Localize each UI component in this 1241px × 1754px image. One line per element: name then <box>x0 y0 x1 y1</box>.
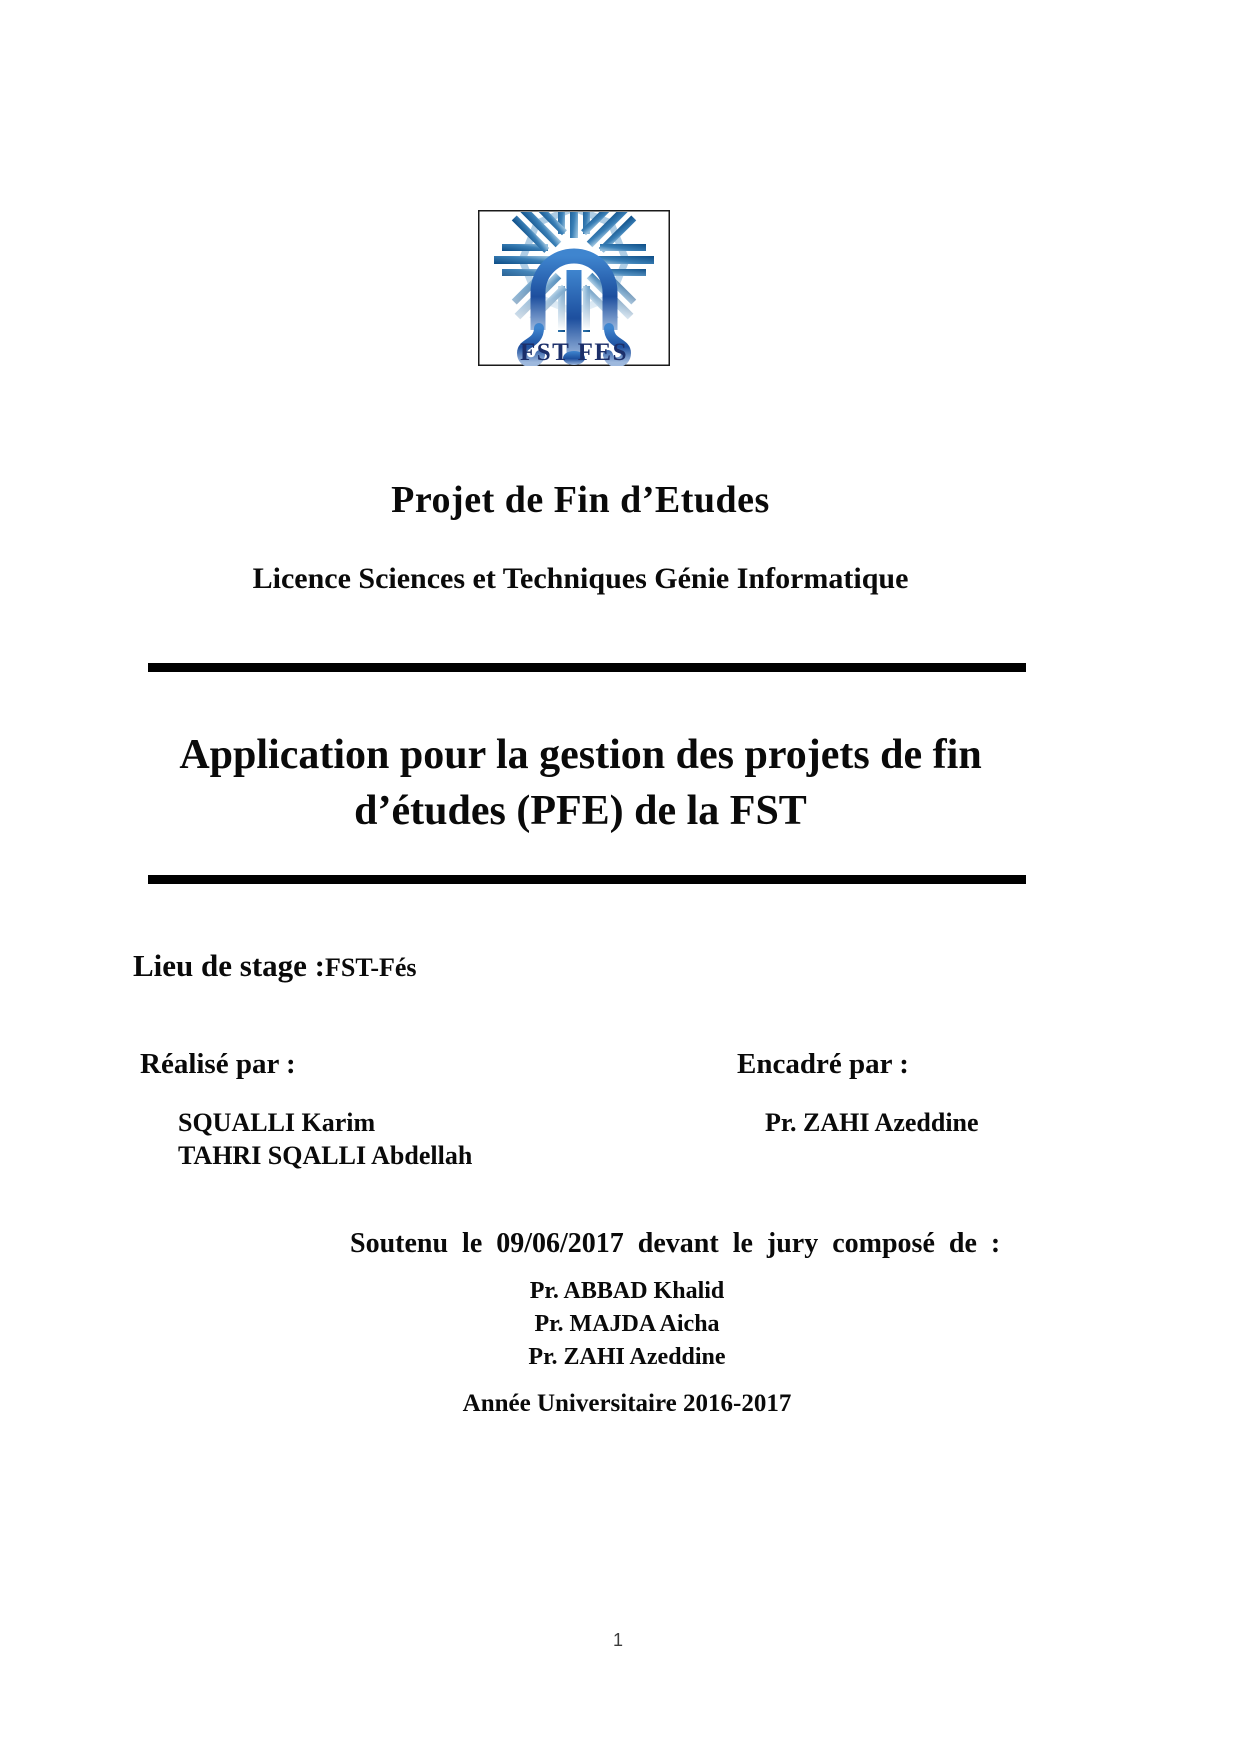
project-title-line1: Application pour la gestion des projets de fin <box>179 732 982 778</box>
supervisor-name: Pr. ZAHI Azeddine <box>765 1108 979 1137</box>
jury-member: Pr. ZAHI Azeddine <box>528 1344 726 1370</box>
horizontal-rule-bottom <box>148 875 1026 884</box>
project-title-line2: d’études (PFE) de la FST <box>354 788 807 834</box>
academic-year: Année Universitaire 2016-2017 <box>462 1390 792 1417</box>
logo-caption: FST FES <box>520 339 628 366</box>
jury-member: Pr. MAJDA Aicha <box>534 1311 720 1337</box>
realised-by-label: Réalisé par : <box>140 1048 296 1080</box>
internship-location-value: FST-Fés <box>325 953 417 982</box>
internship-location-label: Lieu de stage : <box>133 948 326 983</box>
student-name: TAHRI SQALLI Abdellah <box>178 1141 473 1170</box>
page-number: 1 <box>612 1630 623 1650</box>
horizontal-rule-top <box>148 663 1026 672</box>
jury-list <box>133 1275 1121 1374</box>
document-subtitle: Licence Sciences et Techniques Génie Informatique <box>252 562 909 595</box>
internship-location-line <box>133 948 1028 984</box>
project-title <box>133 727 1028 839</box>
jury-member: Pr. ABBAD Khalid <box>529 1278 725 1304</box>
defense-statement: Soutenu le 09/06/2017 devant le jury composé de : <box>350 1228 1001 1259</box>
supervisor-names <box>765 1106 979 1139</box>
realised-by-names <box>178 1106 472 1172</box>
fst-fes-logo-image <box>478 210 670 366</box>
supervised-by-label: Encadré par : <box>737 1048 909 1080</box>
fst-fes-logo <box>478 210 670 366</box>
student-name: SQUALLI Karim <box>178 1108 376 1137</box>
document-title: Projet de Fin d’Etudes <box>391 479 770 521</box>
